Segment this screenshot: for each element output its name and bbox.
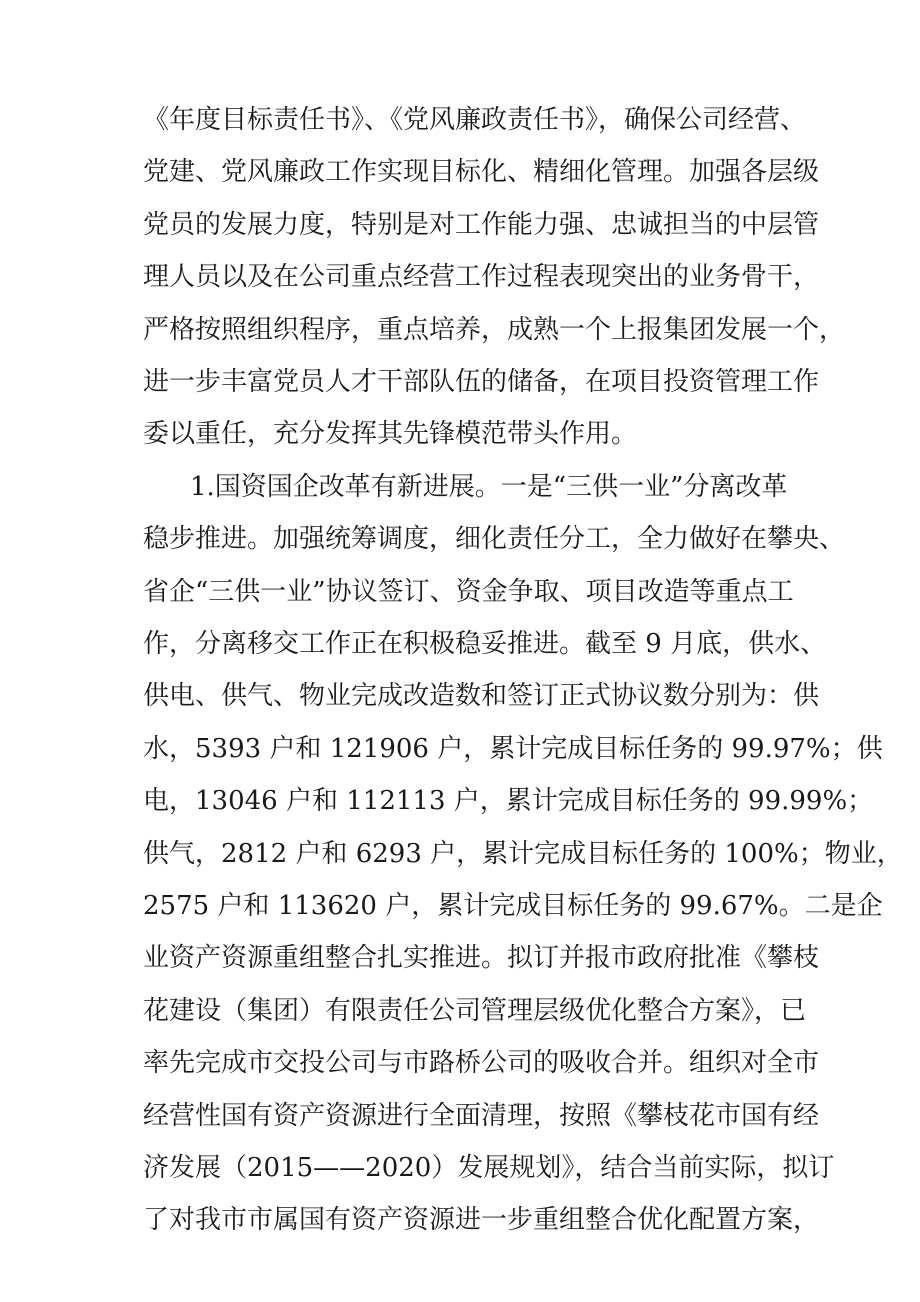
text-line-22: 了对我市市属国有资产资源进一步重组整合优化配置方案，: [143, 1205, 820, 1235]
text-line-17: 业资产资源重组整合扎实推进。拟订并报市政府批准《攀枝: [143, 943, 820, 973]
text-line-21: 济发展（2015——2020）发展规划》，结合当前实际，拟订: [143, 1153, 835, 1183]
text-line-15: 供气，2812 户和 6293 户，累计完成目标任务的 100%；物业，: [143, 839, 903, 869]
text-line-20: 经营性国有资产资源进行全面清理，按照《攀枝花市国有经: [143, 1101, 820, 1131]
text-line-4: 理人员以及在公司重点经营工作过程表现突出的业务骨干，: [143, 262, 820, 292]
paragraph-heading-line: 1.国资国企改革有新进展。一是“三供一业”分离改革: [190, 472, 788, 502]
text-line-3: 党员的发展力度，特别是对工作能力强、忠诚担当的中层管: [143, 210, 820, 240]
text-line-19: 率先完成市交投公司与市路桥公司的吸收合并。组织对全市: [143, 1048, 820, 1078]
text-line-5: 严格按照组织程序，重点培养，成熟一个上报集团发展一个，: [143, 315, 846, 345]
text-line-16: 2575 户和 113620 户，累计完成目标任务的 99.67%。二是企: [143, 891, 883, 921]
text-line-6: 进一步丰富党员人才干部队伍的储备，在项目投资管理工作: [143, 367, 820, 397]
text-line-7: 委以重任，充分发挥其先锋模范带头作用。: [143, 419, 638, 449]
text-line-9: 稳步推进。加强统筹调度，细化责任分工，全力做好在攀央、: [143, 524, 846, 554]
text-line-1: 《年度目标责任书》、《党风廉政责任书》，确保公司经营、: [143, 105, 807, 135]
text-line-11: 作，分离移交工作正在积极稳妥推进。截至 9 月底，供水、: [143, 629, 827, 659]
text-line-10: 省企“三供一业”协议签订、资金争取、项目改造等重点工: [143, 577, 794, 607]
text-line-14: 电，13046 户和 112113 户，累计完成目标任务的 99.99%；: [143, 786, 874, 816]
text-line-12: 供电、供气、物业完成改造数和签订正式协议数分别为：供: [143, 681, 820, 711]
text-line-2: 党建、党风廉政工作实现目标化、精细化管理。加强各层级: [143, 157, 820, 187]
text-line-13: 水，5393 户和 121906 户，累计完成目标任务的 99.97%；供: [143, 734, 883, 764]
text-line-18: 花建设（集团）有限责任公司管理层级优化整合方案》，已: [143, 996, 807, 1026]
